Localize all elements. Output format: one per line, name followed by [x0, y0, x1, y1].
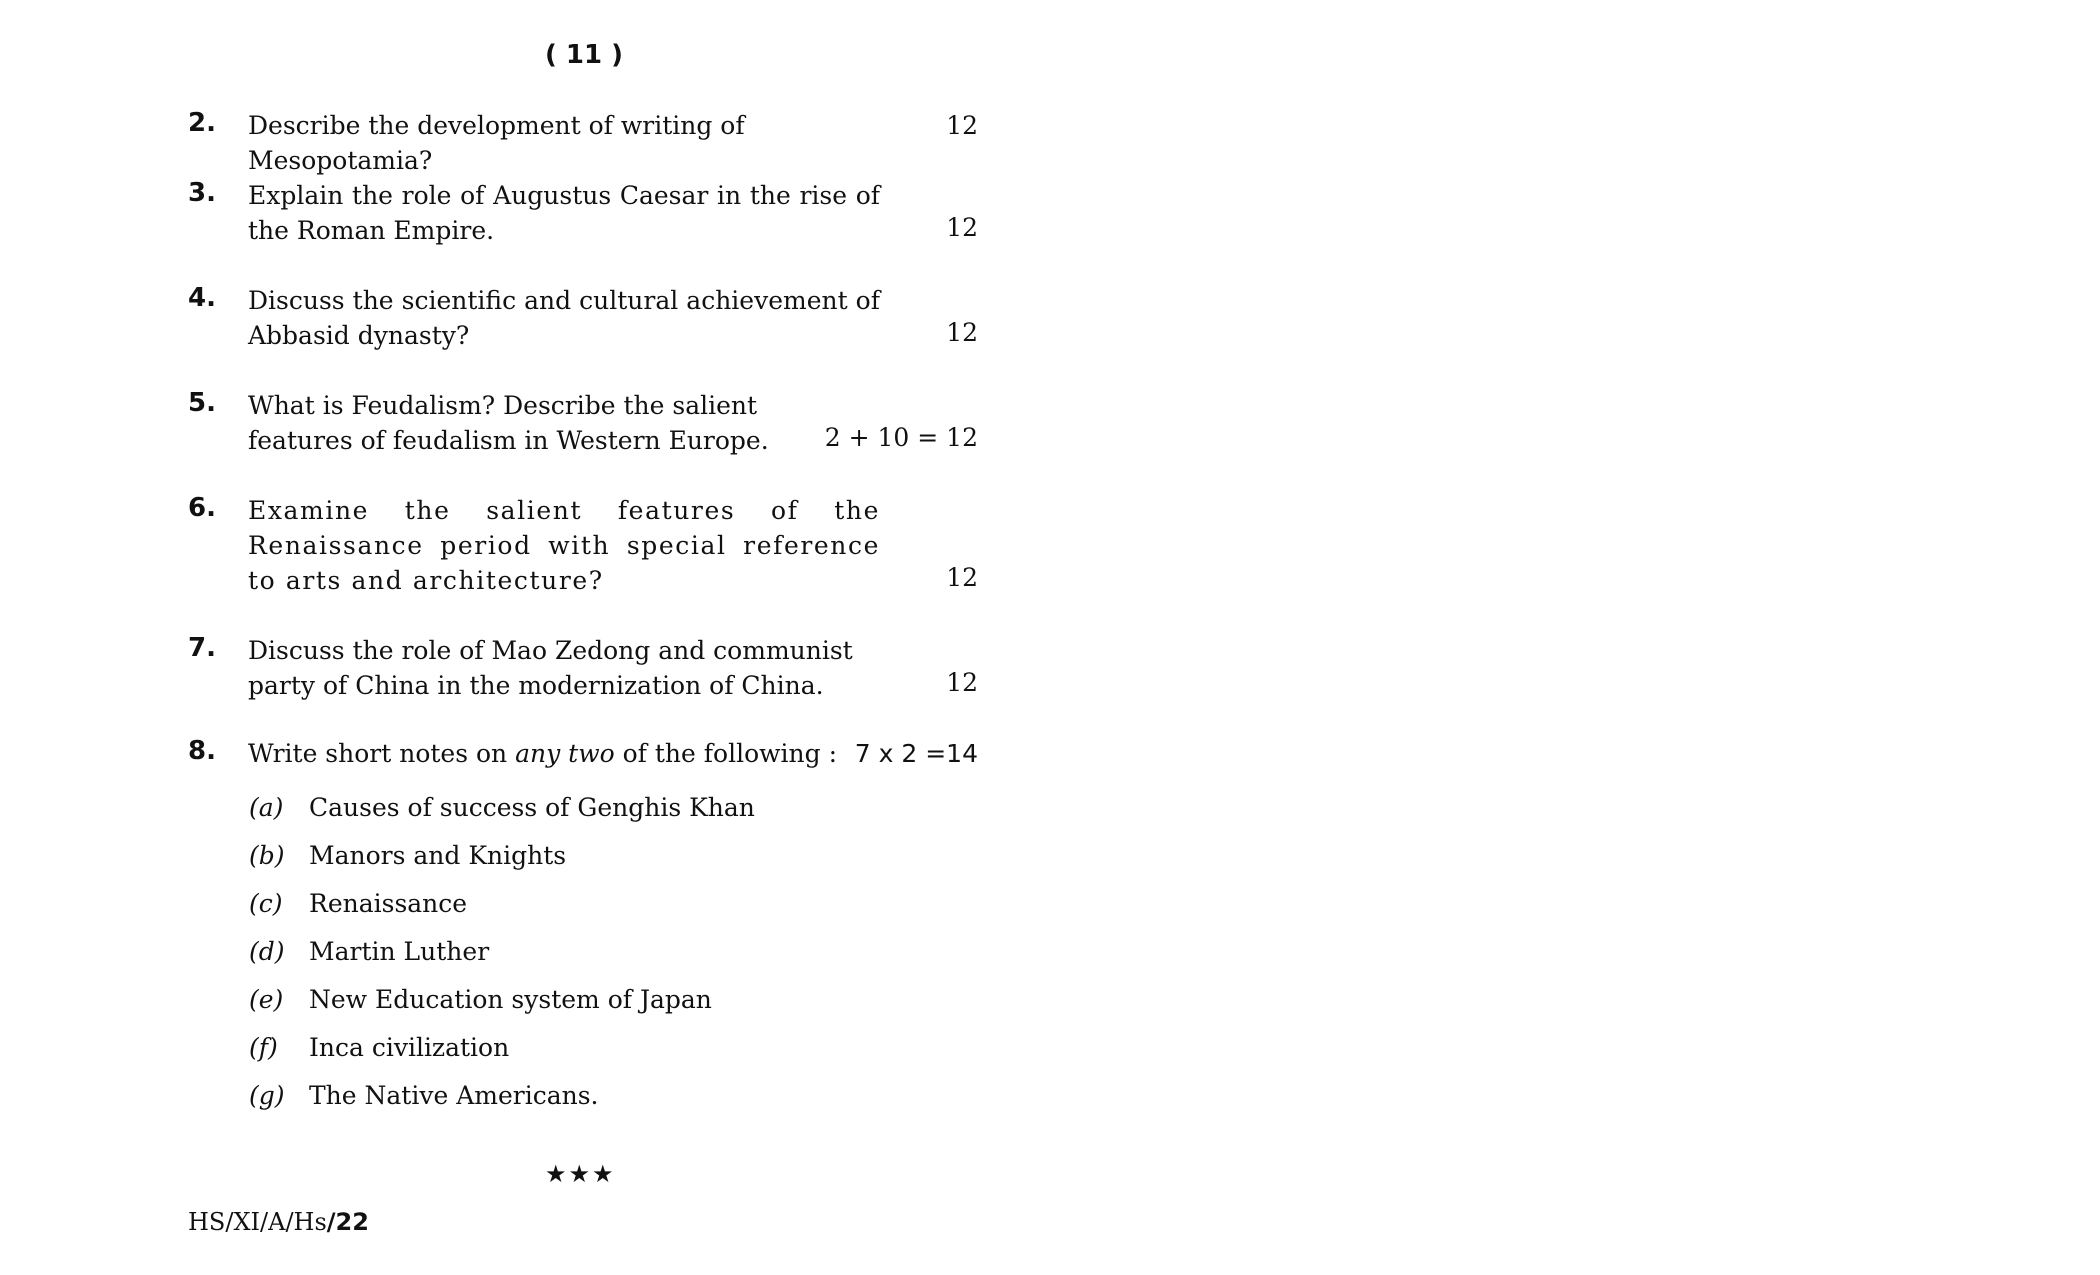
question-marks: 12 — [946, 668, 978, 697]
option-text: The Native Americans. — [309, 1081, 599, 1110]
option-label: (f) — [249, 1033, 278, 1062]
question-number: 6. — [188, 493, 216, 523]
question-marks: 7 x 2 =14 — [854, 739, 978, 768]
page-number: ( 11 ) — [545, 40, 624, 70]
footer-code-text: HS/XI/A/Hs — [188, 1208, 327, 1236]
question-text-emphasis: any two — [515, 739, 615, 768]
question-marks: 12 — [946, 111, 978, 140]
question-text: Explain the role of Augustus Caesar in the rise of the Roman Empire. — [248, 181, 880, 245]
question-text-before: Write short notes on — [248, 739, 516, 768]
option-label: (d) — [249, 937, 285, 966]
option-f — [249, 1030, 509, 1065]
question-text-after: of the following : — [614, 739, 837, 768]
question-text: Discuss the role of Mao Zedong and communist party of China in the modernization of China. — [248, 636, 853, 700]
option-text: New Education system of Japan — [309, 985, 712, 1014]
footer-year: /22 — [326, 1208, 369, 1236]
option-c — [249, 886, 467, 921]
question-4 — [188, 283, 978, 358]
question-text — [248, 736, 868, 771]
end-stars: ★★★ — [545, 1160, 616, 1188]
question-number: 4. — [188, 283, 216, 313]
question-text: Discuss the scientific and cultural achievement of Abbasid dynasty? — [248, 286, 880, 350]
option-label: (e) — [249, 985, 284, 1014]
question-number: 7. — [188, 633, 216, 663]
question-marks: 12 — [946, 213, 978, 242]
question-number: 2. — [188, 108, 216, 138]
option-text: Martin Luther — [309, 937, 490, 966]
option-text: Renaissance — [309, 889, 468, 918]
question-text: Describe the development of writing of Mesopotamia? — [248, 111, 745, 175]
question-2 — [188, 108, 978, 175]
question-number: 8. — [188, 736, 216, 766]
question-7 — [188, 633, 978, 708]
question-marks: 12 — [946, 563, 978, 592]
option-text: Manors and Knights — [309, 841, 567, 870]
question-number: 5. — [188, 388, 216, 418]
question-6 — [188, 493, 978, 603]
option-label: (c) — [249, 889, 283, 918]
question-text: What is Feudalism? Describe the salient features of feudalism in Western Europe. — [248, 391, 769, 455]
question-5 — [188, 388, 978, 463]
question-number: 3. — [188, 178, 216, 208]
option-label: (g) — [249, 1081, 285, 1110]
question-marks: 2 + 10 = 12 — [824, 423, 978, 452]
question-text: Examine the salient features of the Renaissance period with special reference to arts and architecture? — [248, 496, 880, 595]
question-8 — [188, 736, 978, 776]
option-text: Causes of success of Genghis Khan — [309, 793, 755, 822]
footer-code — [188, 1208, 369, 1236]
option-b — [249, 838, 566, 873]
option-label: (a) — [249, 793, 284, 822]
question-3 — [188, 178, 978, 253]
option-d — [249, 934, 489, 969]
option-label: (b) — [249, 841, 285, 870]
option-text: Inca civilization — [309, 1033, 510, 1062]
option-e — [249, 982, 712, 1017]
option-g — [249, 1078, 599, 1113]
option-a — [249, 790, 755, 825]
question-marks: 12 — [946, 318, 978, 347]
